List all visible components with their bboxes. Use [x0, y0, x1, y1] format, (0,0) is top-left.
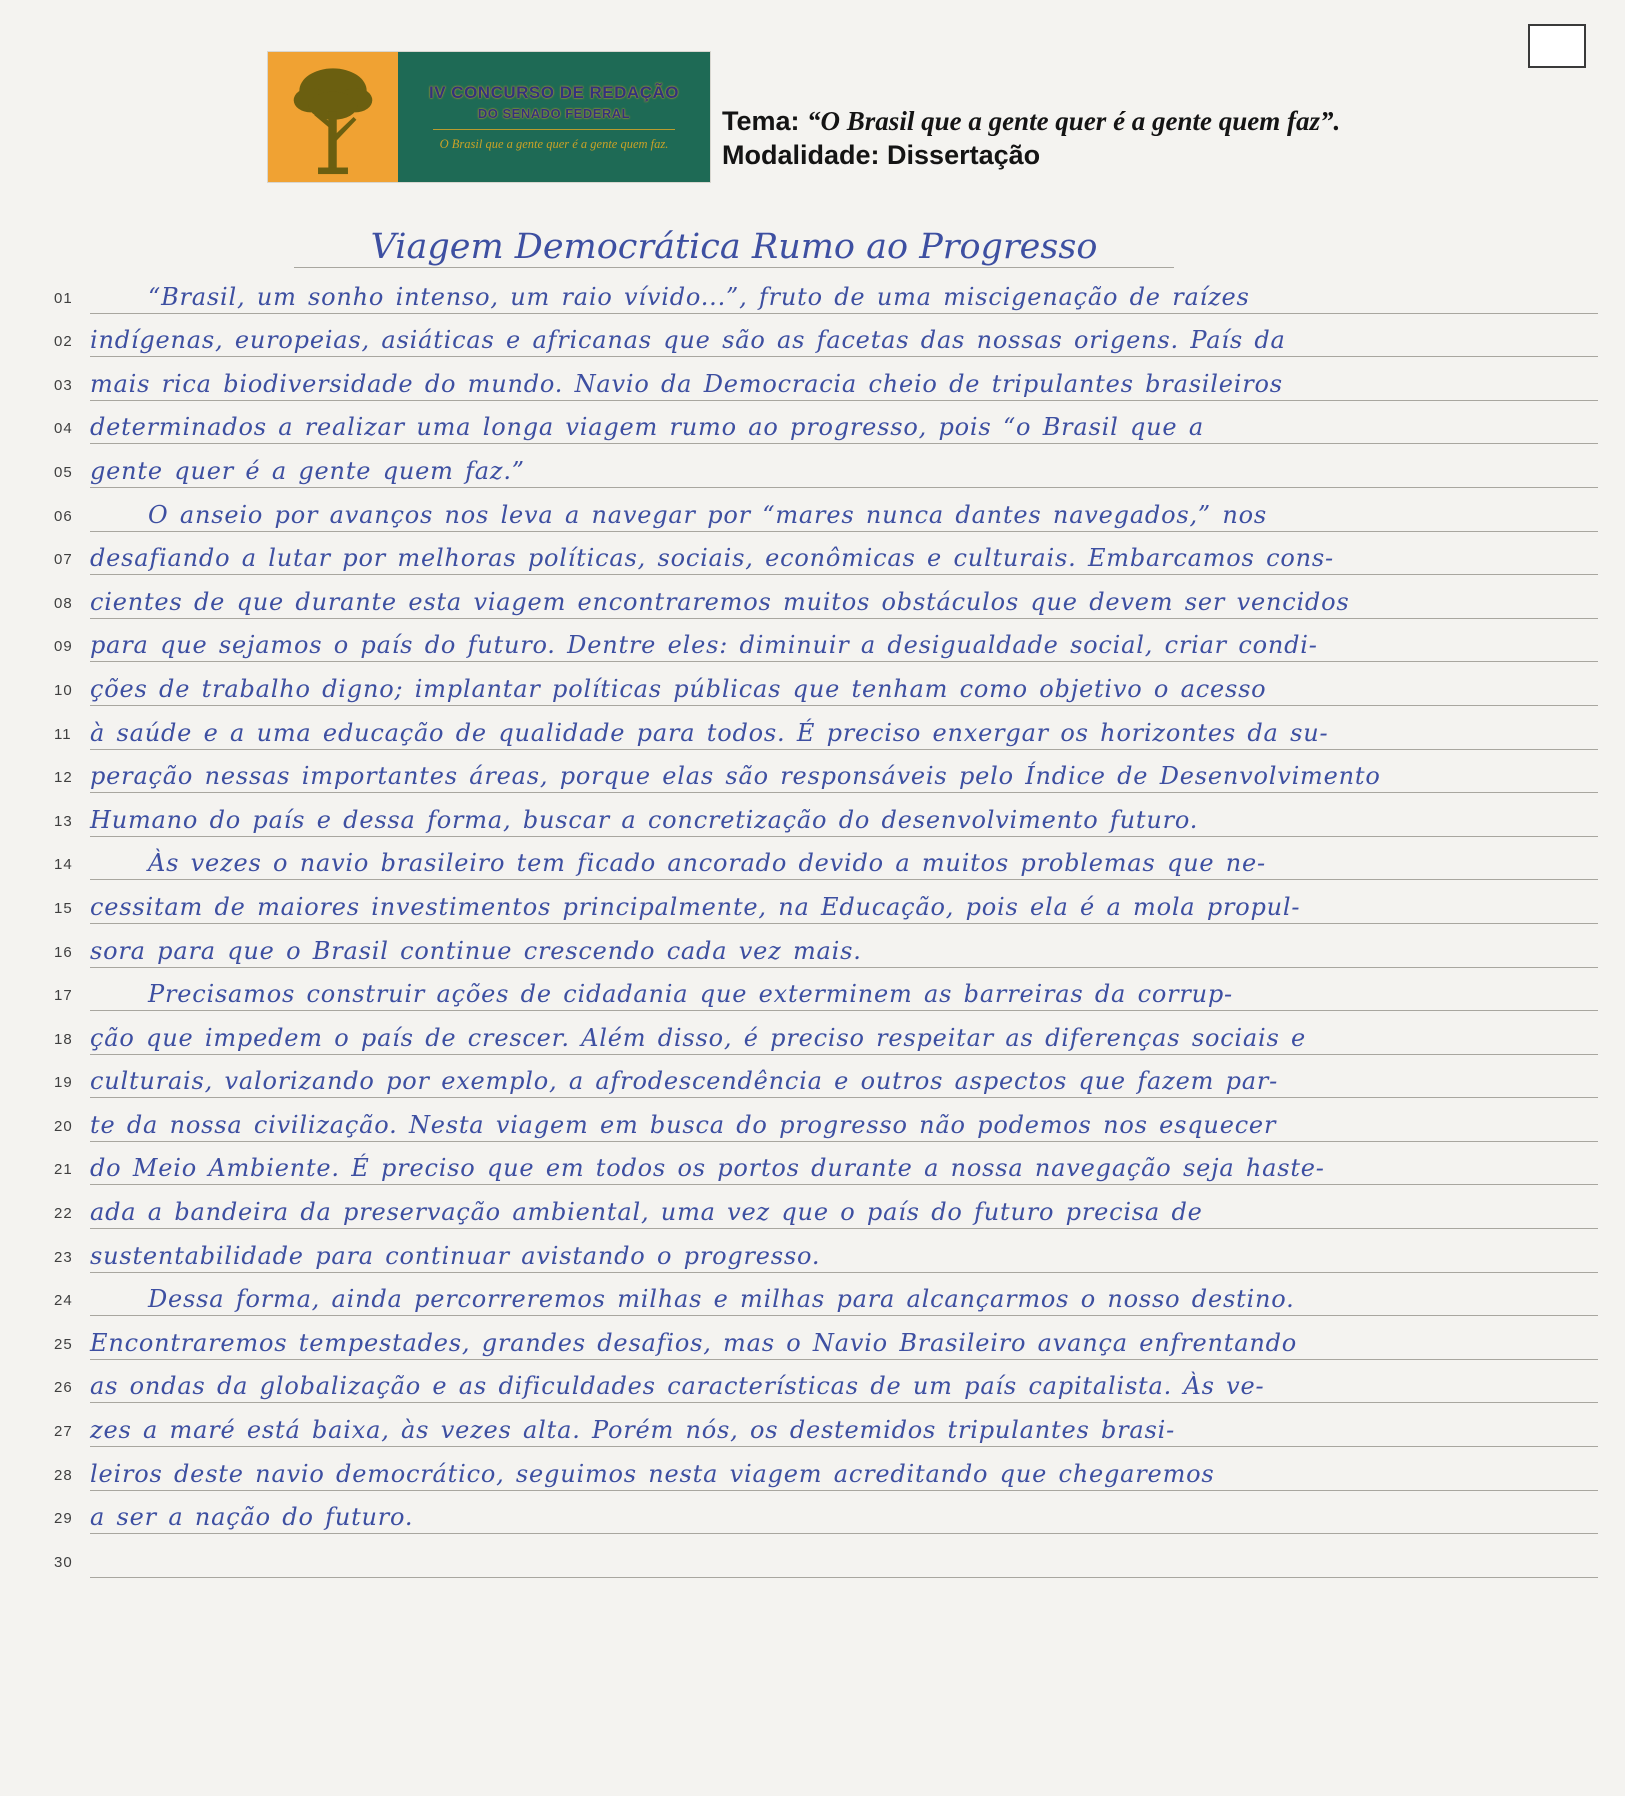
- line-number: 23: [54, 1248, 73, 1266]
- line-text: leiros deste navio democrático, seguimos nesta viagem acreditando que chegaremos: [90, 1459, 1598, 1491]
- essay-sheet: [42, 216, 1598, 1578]
- line-number: 24: [54, 1292, 73, 1310]
- essay-line: [42, 1360, 1598, 1404]
- line-text: à saúde e a uma educação de qualidade para todos. É preciso enxergar os horizontes da su-: [90, 718, 1598, 750]
- line-text: “Brasil, um sonho intenso, um raio vívido...”, fruto de uma miscigenação de raízes: [90, 282, 1598, 314]
- line-text: cessitam de maiores investimentos principalmente, na Educação, pois ela é a mola propul-: [90, 892, 1598, 924]
- line-number: 10: [54, 681, 73, 699]
- logo-green-panel: [398, 52, 710, 182]
- essay-line: [42, 575, 1598, 619]
- contest-logo: [268, 52, 710, 182]
- essay-line: [42, 662, 1598, 706]
- line-text: Humano do país e dessa forma, buscar a concretização do desenvolvimento futuro.: [90, 805, 1598, 837]
- theme-row: [722, 104, 1340, 138]
- essay-line: [42, 444, 1598, 488]
- essay-line: [42, 837, 1598, 881]
- essay-line: [42, 750, 1598, 794]
- line-text: sustentabilidade para continuar avistando o progresso.: [90, 1241, 1598, 1273]
- line-number: 27: [54, 1423, 73, 1441]
- line-number: 30: [54, 1553, 73, 1571]
- line-text: cientes de que durante esta viagem encontraremos muitos obstáculos que devem ser vencidos: [90, 587, 1598, 619]
- essay-line: [42, 314, 1598, 358]
- essay-line: [42, 1185, 1598, 1229]
- essay-line: [42, 532, 1598, 576]
- line-number: 16: [54, 943, 73, 961]
- essay-line: [42, 706, 1598, 750]
- line-text: ções de trabalho digno; implantar políticas públicas que tenham como objetivo o acesso: [90, 674, 1598, 706]
- essay-line: [42, 1229, 1598, 1273]
- essay-line: [42, 1316, 1598, 1360]
- essay-line: [42, 1055, 1598, 1099]
- line-text: mais rica biodiversidade do mundo. Navio da Democracia cheio de tripulantes brasileiros: [90, 369, 1598, 401]
- line-text: gente quer é a gente quem faz.”: [90, 456, 1598, 488]
- essay-line: [42, 1098, 1598, 1142]
- essay-line: [42, 357, 1598, 401]
- line-text: peração nessas importantes áreas, porque elas são responsáveis pelo Índice de Desenvolvimento: [90, 761, 1598, 793]
- line-text: do Meio Ambiente. É preciso que em todos os portos durante a nossa navegação seja haste-: [90, 1153, 1598, 1185]
- line-text: a ser a nação do futuro.: [90, 1502, 1598, 1534]
- line-number: 01: [54, 289, 73, 307]
- line-number: 18: [54, 1030, 73, 1048]
- line-number: 15: [54, 899, 73, 917]
- essay-line: [42, 1491, 1598, 1535]
- line-number: 12: [54, 769, 73, 787]
- line-text: culturais, valorizando por exemplo, a afrodescendência e outros aspectos que fazem par-: [90, 1066, 1598, 1098]
- line-number: 06: [54, 507, 73, 525]
- essay-line: [42, 968, 1598, 1012]
- line-text: indígenas, europeias, asiáticas e africanas que são as facetas das nossas origens. País da: [90, 325, 1598, 357]
- line-number: 11: [54, 725, 72, 743]
- line-text: zes a maré está baixa, às vezes alta. Porém nós, os destemidos tripulantes brasi-: [90, 1415, 1598, 1447]
- logo-subtitle: DO SENADO FEDERAL: [477, 105, 631, 121]
- line-number: 21: [54, 1161, 73, 1179]
- line-number: 29: [54, 1510, 73, 1528]
- essay-line: [42, 1273, 1598, 1317]
- line-text: O anseio por avanços nos leva a navegar por “mares nunca dantes navegados,” nos: [90, 500, 1598, 532]
- modality-row: [722, 138, 1340, 172]
- line-text: Encontraremos tempestades, grandes desafios, mas o Navio Brasileiro avança enfrentando: [90, 1328, 1598, 1360]
- essay-line: [42, 1403, 1598, 1447]
- essay-line: [42, 1011, 1598, 1055]
- line-number: 28: [54, 1466, 73, 1484]
- line-number: 02: [54, 333, 73, 351]
- line-text: ção que impedem o país de crescer. Além disso, é preciso respeitar as diferenças sociais e: [90, 1023, 1598, 1055]
- theme-value: “O Brasil que a gente quer é a gente quem faz”.: [807, 106, 1341, 136]
- modality-label: Modalidade:: [722, 140, 880, 170]
- logo-slogan: O Brasil que a gente quer é a gente quem faz.: [439, 136, 669, 151]
- essay-line: [42, 619, 1598, 663]
- essay-line: [42, 924, 1598, 968]
- line-number: 03: [54, 376, 73, 394]
- line-text: determinados a realizar uma longa viagem rumo ao progresso, pois “o Brasil que a: [90, 412, 1598, 444]
- essay-line: [42, 488, 1598, 532]
- line-text: para que sejamos o país do futuro. Dentre eles: diminuir a desigualdade social, criar condi-: [90, 630, 1598, 662]
- logo-divider: [433, 129, 674, 130]
- theme-label: Tema:: [722, 106, 800, 136]
- line-text: sora para que o Brasil continue crescendo cada vez mais.: [90, 936, 1598, 968]
- line-number: 09: [54, 638, 73, 656]
- essay-line: [42, 1534, 1598, 1578]
- logo-title: IV CONCURSO DE REDAÇÃO: [429, 82, 679, 102]
- line-number: 26: [54, 1379, 73, 1397]
- line-number: 25: [54, 1335, 73, 1353]
- line-number: 22: [54, 1205, 73, 1223]
- essay-title: Viagem Democrática Rumo ao Progresso: [294, 216, 1174, 268]
- modality-value: Dissertação: [887, 140, 1041, 170]
- line-number: 05: [54, 463, 73, 481]
- line-text: te da nossa civilização. Nesta viagem em busca do progresso não podemos nos esquecer: [90, 1110, 1598, 1142]
- line-text: as ondas da globalização e as dificuldades características de um país capitalista. Às ve-: [90, 1371, 1598, 1403]
- theme-block: [722, 104, 1340, 172]
- line-number: 19: [54, 1074, 73, 1092]
- essay-line: [42, 401, 1598, 445]
- grade-box: [1528, 24, 1586, 68]
- essay-line: [42, 270, 1598, 314]
- essay-line: [42, 793, 1598, 837]
- line-text: desafiando a lutar por melhoras políticas, sociais, econômicas e culturais. Embarcamos cons-: [90, 543, 1598, 575]
- line-text: [90, 1576, 1598, 1578]
- line-number: 13: [54, 812, 73, 830]
- essay-lines: [42, 270, 1598, 1578]
- line-text: ada a bandeira da preservação ambiental, uma vez que o país do futuro precisa de: [90, 1197, 1598, 1229]
- line-text: Precisamos construir ações de cidadania que exterminem as barreiras da corrup-: [90, 979, 1598, 1011]
- essay-line: [42, 1447, 1598, 1491]
- line-number: 07: [54, 551, 73, 569]
- line-number: 20: [54, 1117, 73, 1135]
- essay-line: [42, 880, 1598, 924]
- line-text: Dessa forma, ainda percorreremos milhas e milhas para alcançarmos o nosso destino.: [90, 1284, 1598, 1316]
- tree-icon: [285, 59, 381, 175]
- line-number: 04: [54, 420, 73, 438]
- line-number: 08: [54, 594, 73, 612]
- logo-orange-panel: [268, 52, 398, 182]
- essay-line: [42, 1142, 1598, 1186]
- line-number: 17: [54, 987, 73, 1005]
- line-number: 14: [54, 856, 73, 874]
- line-text: Às vezes o navio brasileiro tem ficado ancorado devido a muitos problemas que ne-: [90, 848, 1598, 880]
